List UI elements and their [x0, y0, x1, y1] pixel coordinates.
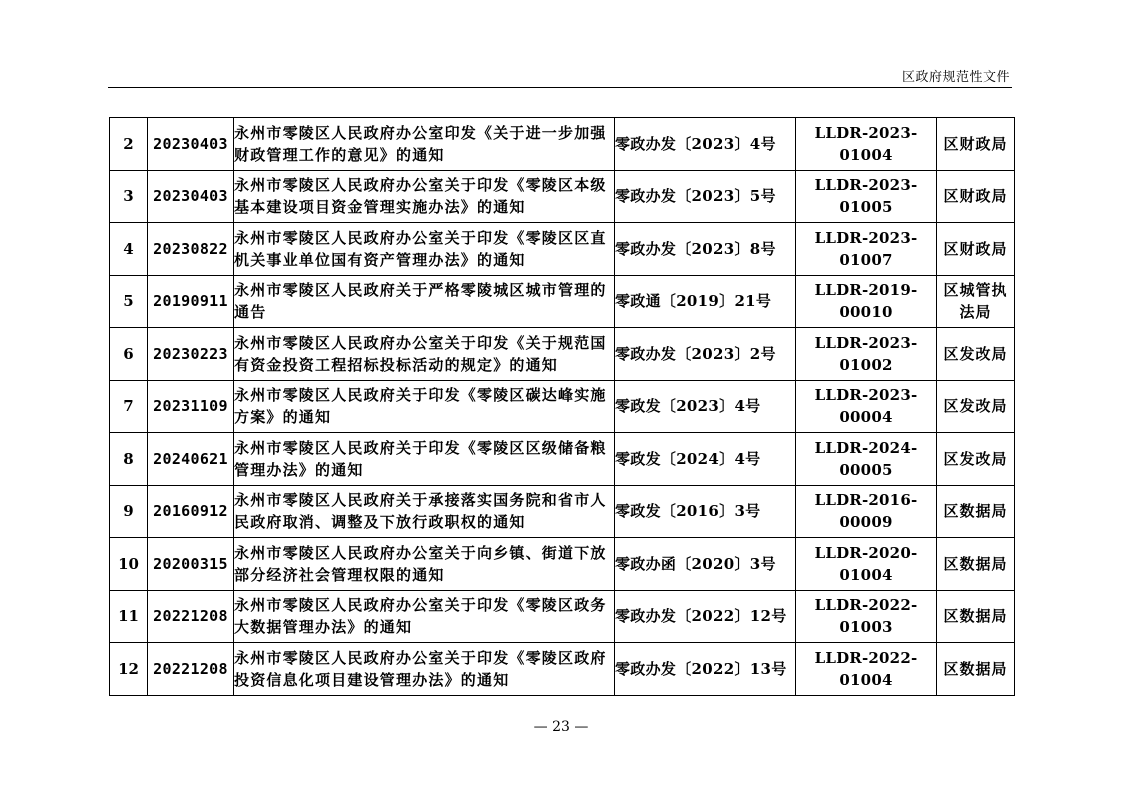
table-row [110, 538, 1015, 591]
row-number-cell: 9 [110, 485, 148, 538]
row-number-cell: 12 [110, 643, 148, 696]
table-row [110, 223, 1015, 276]
table-row [110, 590, 1015, 643]
registration-code-cell: LLDR-2020-01004 [796, 538, 937, 591]
date-cell: 20231109 [148, 380, 234, 433]
date-cell: 20160912 [148, 485, 234, 538]
row-number-cell: 6 [110, 328, 148, 381]
date-cell: 20240621 [148, 433, 234, 486]
header-title: 区政府规范性文件 [901, 70, 1010, 85]
department-cell: 区财政局 [937, 223, 1015, 276]
registration-code-cell: LLDR-2022-01004 [796, 643, 937, 696]
table-row [110, 433, 1015, 486]
date-cell: 20230822 [148, 223, 234, 276]
document-number-cell: 零政办发〔2022〕12号 [615, 590, 796, 643]
row-number-cell: 5 [110, 275, 148, 328]
date-cell: 20230223 [148, 328, 234, 381]
row-number-cell: 11 [110, 590, 148, 643]
page-number: — 23 — [533, 719, 589, 735]
document-number-cell: 零政发〔2016〕3号 [615, 485, 796, 538]
document-number-cell: 零政办发〔2023〕2号 [615, 328, 796, 381]
registration-code-cell: LLDR-2023-00004 [796, 380, 937, 433]
row-number-cell: 10 [110, 538, 148, 591]
table-row [110, 485, 1015, 538]
table-body [110, 118, 1015, 696]
header-divider [108, 87, 1012, 88]
document-number-cell: 零政办发〔2023〕8号 [615, 223, 796, 276]
date-cell: 20221208 [148, 643, 234, 696]
table-row [110, 643, 1015, 696]
title-cell: 永州市零陵区人民政府办公室关于向乡镇、街道下放部分经济社会管理权限的通知 [234, 538, 615, 591]
title-cell: 永州市零陵区人民政府关于承接落实国务院和省市人民政府取消、调整及下放行政职权的通知 [234, 485, 615, 538]
department-cell: 区发改局 [937, 328, 1015, 381]
document-number-cell: 零政办函〔2020〕3号 [615, 538, 796, 591]
title-cell: 永州市零陵区人民政府办公室关于印发《零陵区政府投资信息化项目建设管理办法》的通知 [234, 643, 615, 696]
document-number-cell: 零政发〔2023〕4号 [615, 380, 796, 433]
document-number-cell: 零政发〔2024〕4号 [615, 433, 796, 486]
date-cell: 20190911 [148, 275, 234, 328]
registration-code-cell: LLDR-2023-01005 [796, 170, 937, 223]
registration-code-cell: LLDR-2024-00005 [796, 433, 937, 486]
department-cell: 区数据局 [937, 485, 1015, 538]
row-number-cell: 8 [110, 433, 148, 486]
row-number-cell: 7 [110, 380, 148, 433]
registration-code-cell: LLDR-2023-01004 [796, 118, 937, 171]
department-cell: 区城管执法局 [937, 275, 1015, 328]
document-number-cell: 零政办发〔2022〕13号 [615, 643, 796, 696]
title-cell: 永州市零陵区人民政府办公室关于印发《零陵区区直机关事业单位国有资产管理办法》的通知 [234, 223, 615, 276]
registration-code-cell: LLDR-2023-01002 [796, 328, 937, 381]
department-cell: 区发改局 [937, 433, 1015, 486]
title-cell: 永州市零陵区人民政府办公室关于印发《零陵区本级基本建设项目资金管理实施办法》的通知 [234, 170, 615, 223]
title-cell: 永州市零陵区人民政府关于严格零陵城区城市管理的通告 [234, 275, 615, 328]
row-number-cell: 2 [110, 118, 148, 171]
table-row [110, 275, 1015, 328]
registration-code-cell: LLDR-2023-01007 [796, 223, 937, 276]
date-cell: 20230403 [148, 170, 234, 223]
department-cell: 区数据局 [937, 590, 1015, 643]
title-cell: 永州市零陵区人民政府办公室关于印发《零陵区政务大数据管理办法》的通知 [234, 590, 615, 643]
date-cell: 20200315 [148, 538, 234, 591]
row-number-cell: 3 [110, 170, 148, 223]
row-number-cell: 4 [110, 223, 148, 276]
department-cell: 区财政局 [937, 118, 1015, 171]
table-row [110, 328, 1015, 381]
date-cell: 20221208 [148, 590, 234, 643]
registration-code-cell: LLDR-2016-00009 [796, 485, 937, 538]
table-row [110, 170, 1015, 223]
registration-code-cell: LLDR-2019-00010 [796, 275, 937, 328]
table-row [110, 380, 1015, 433]
title-cell: 永州市零陵区人民政府关于印发《零陵区区级储备粮管理办法》的通知 [234, 433, 615, 486]
title-cell: 永州市零陵区人民政府关于印发《零陵区碳达峰实施方案》的通知 [234, 380, 615, 433]
registration-code-cell: LLDR-2022-01003 [796, 590, 937, 643]
date-cell: 20230403 [148, 118, 234, 171]
department-cell: 区数据局 [937, 538, 1015, 591]
document-number-cell: 零政通〔2019〕21号 [615, 275, 796, 328]
document-number-cell: 零政办发〔2023〕4号 [615, 118, 796, 171]
title-cell: 永州市零陵区人民政府办公室印发《关于进一步加强财政管理工作的意见》的通知 [234, 118, 615, 171]
department-cell: 区发改局 [937, 380, 1015, 433]
document-number-cell: 零政办发〔2023〕5号 [615, 170, 796, 223]
department-cell: 区财政局 [937, 170, 1015, 223]
title-cell: 永州市零陵区人民政府办公室关于印发《关于规范国有资金投资工程招标投标活动的规定》的通知 [234, 328, 615, 381]
department-cell: 区数据局 [937, 643, 1015, 696]
document-table [109, 117, 1015, 696]
table-row [110, 118, 1015, 171]
